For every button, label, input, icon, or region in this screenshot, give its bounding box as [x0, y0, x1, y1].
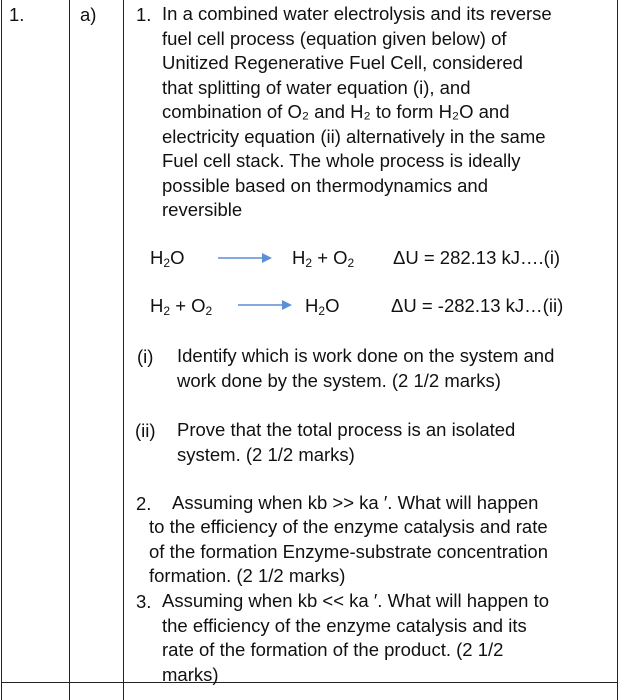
q2-line-2: to the efficiency of the enzyme catalysis and rate — [149, 516, 548, 537]
q3-line-4: marks) — [162, 663, 219, 685]
subq-i-line-1: Identify which is work done on the system and — [177, 345, 555, 366]
table-border-right — [617, 0, 618, 700]
q1-line-5: combination of O₂ and H₂ to form H₂O and — [162, 101, 510, 122]
q1-line-6: electricity equation (ii) alternatively in the same — [162, 125, 546, 147]
q3-text — [162, 589, 606, 687]
eq1-reactant-o: O — [170, 247, 185, 268]
subq-i-line-2: work done by the system. (2 1/2 marks) — [177, 369, 501, 391]
question-number: 1. — [9, 4, 25, 25]
eq2-arrow-icon — [238, 298, 292, 312]
eq1-arrow-icon — [218, 251, 272, 265]
eq1-reactant-h: H — [150, 247, 164, 268]
q1-line-9: reversible — [162, 199, 243, 220]
eq1-product-o-sub: 2 — [347, 256, 355, 270]
subq-i-text — [177, 344, 607, 393]
eq1-reactant-sub: 2 — [163, 256, 171, 270]
eq2-reactants — [150, 294, 212, 323]
eq2-product — [305, 294, 339, 323]
eq1-product-plus-o: + O — [312, 247, 348, 268]
q1-line-2: fuel cell process (equation given below) of — [162, 27, 507, 49]
q1-line-4: that splitting of water equation (i), and — [162, 76, 471, 98]
q2-first-line: Assuming when kb >> ka ′. What will happen — [172, 492, 539, 513]
q2-line-3: of the formation Enzyme-substrate concentration — [149, 540, 548, 562]
q2-number: 2. — [136, 493, 152, 514]
q1-line-8: possible based on thermodynamics and — [162, 174, 488, 196]
q2-rest — [149, 515, 609, 589]
eq1-product-h-sub: 2 — [305, 256, 313, 270]
q3-number: 3. — [136, 591, 152, 612]
question-part: a) — [80, 4, 97, 25]
eq2-reactant-plus-o: + O — [170, 295, 206, 316]
eq1-reactant — [150, 246, 184, 275]
subq-ii-line-2: system. (2 1/2 marks) — [177, 443, 355, 465]
q1-line-1: In a combined water electrolysis and its reverse — [162, 3, 552, 24]
eq2-product-o: O — [325, 295, 340, 316]
eq2-reactant-h: H — [150, 295, 164, 316]
subq-ii-label: (ii) — [135, 420, 156, 441]
eq1-products — [292, 246, 354, 275]
subq-ii-text — [177, 418, 605, 467]
eq2-energy: ΔU = -282.13 kJ…(ii) — [391, 295, 564, 316]
q2-line-4: formation. (2 1/2 marks) — [149, 565, 346, 586]
subq-ii-line-1: Prove that the total process is an isolated — [177, 419, 516, 440]
eq2-product-h: H — [305, 295, 319, 316]
eq2-reactant-o-sub: 2 — [205, 304, 213, 318]
q1-number: 1. — [136, 4, 152, 25]
q1-line-7: Fuel cell stack. The whole process is ideally — [162, 150, 521, 171]
q3-line-2: the efficiency of the enzyme catalysis and its — [162, 614, 527, 636]
eq2-reactant-h-sub: 2 — [163, 304, 171, 318]
q1-paragraph — [162, 2, 606, 223]
eq2-product-sub: 2 — [318, 304, 326, 318]
q3-line-3: rate of the formation of the product. (2 1/2 — [162, 639, 504, 660]
q3-line-1: Assuming when kb << ka ′. What will happen to — [162, 590, 550, 611]
q1-line-3: Unitized Regenerative Fuel Cell, considered — [162, 52, 523, 73]
subq-i-label: (i) — [137, 346, 154, 367]
table-divider-1 — [69, 0, 70, 700]
eq1-product-h: H — [292, 247, 306, 268]
eq1-energy: ΔU = 282.13 kJ….(i) — [393, 247, 561, 268]
table-divider-2 — [123, 0, 124, 700]
table-border-left — [1, 0, 2, 700]
